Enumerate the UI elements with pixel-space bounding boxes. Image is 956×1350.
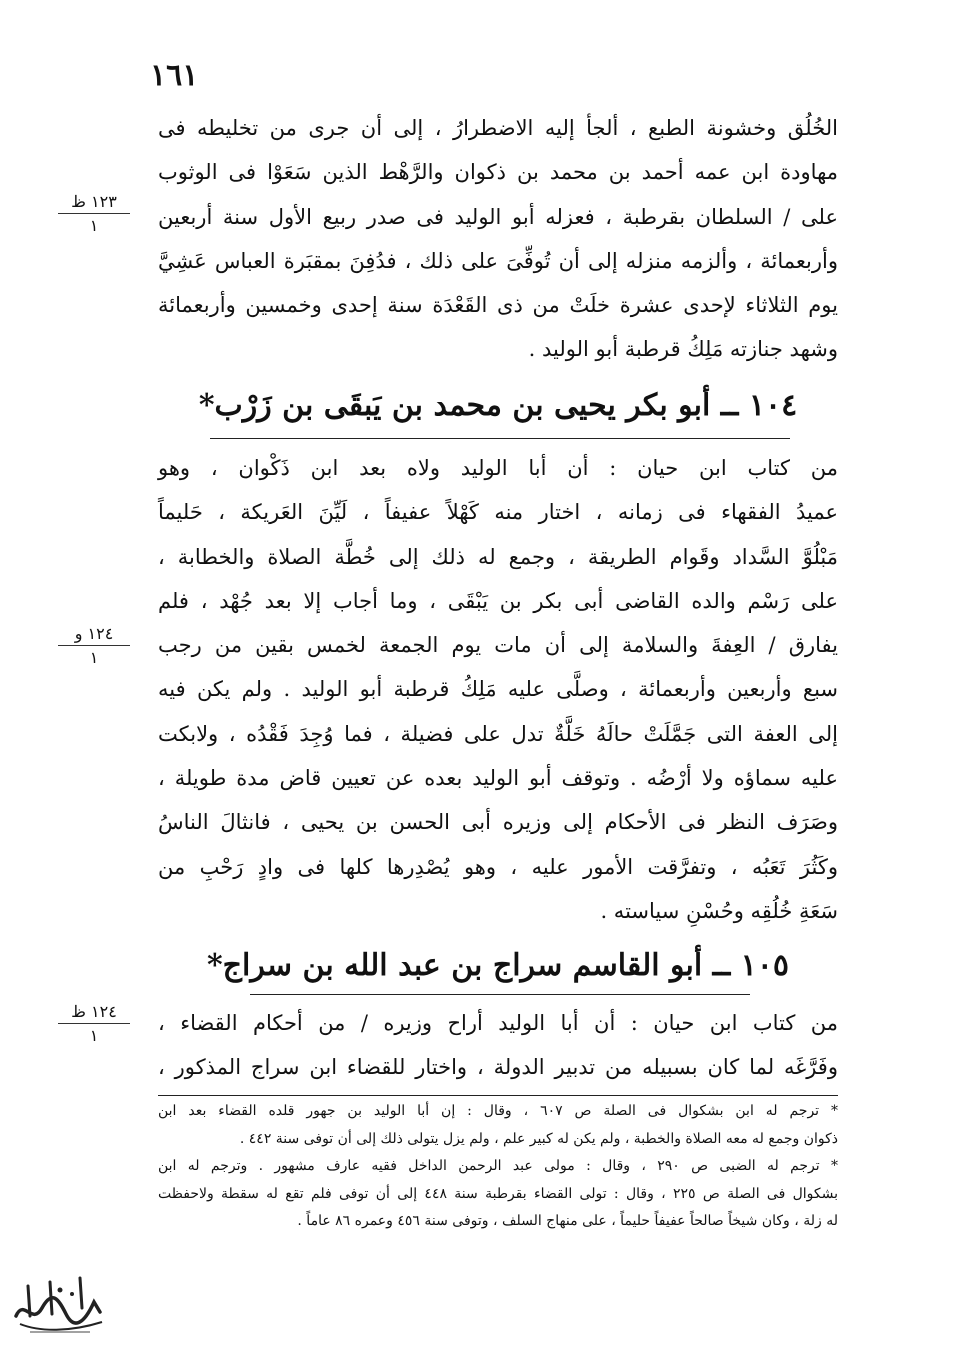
folio-column: ١ (89, 648, 99, 667)
folio-number: ١٢٣ ظ (58, 192, 130, 214)
footnote-line: ذكوان وجمع له معه الصلاة والخطبة ، ولم يكن له كبير علم ، ولم يزل يتولى ذلك إلى أن توفى سنة ٤٤٢ . (239, 1130, 838, 1147)
text-line: على / السلطان بقرطبة ، فعزله أبو الوليد فى صدر ربيع الأول سنة أربعين (158, 204, 838, 229)
footnotes (158, 1098, 838, 1236)
text-line: وشهد جنازته مَلِكُ قرطبة أبو الوليد . (528, 337, 838, 362)
footnote-line: له زلة ، وكان شيخاً صالحاً عفيفاً حليماً ، على منهاج السلف ، وتوفى سنة ٤٥٦ وعمره ٨٦ عاماً . (297, 1213, 838, 1229)
text-line: وصَرَف النظر فى الأحكام إلى وزيره أبى الحسن بن يحيى ، فانثالَ الناسُ (158, 810, 838, 835)
text-line: عميدُ الفقهاء فى زمانه ، اختار منه كَهْلاً عفيفاً ، لَيِّنَ العَريكة ، حَليماً (158, 500, 838, 525)
heading-underline (210, 438, 790, 439)
page-number: ١٦١ (150, 58, 199, 93)
text-line: سَعَةِ خُلُقِه وحُسْنِ سياسته . (600, 898, 838, 923)
library-logo (10, 1268, 110, 1338)
footnote-line: * ترجم له ابن بشكوال فى الصلة ص ٦٠٧ ، وقال : إن أبا الوليد بن جهور قلده القضاء بعد ابن (158, 1103, 839, 1119)
folio-column: ١ (89, 216, 99, 235)
text-line: إلى العفة التى جَمَّلَتْ حالَهُ خَلَّةٌ تدل على فضيلة ، فما وُجِدَ فَقْدُه ، ولابكت (158, 721, 838, 746)
section-105-paragraph (158, 1001, 838, 1090)
folio-number: ١٢٤ و (58, 624, 130, 646)
heading-underline (250, 994, 750, 995)
text-line: مَبْلُوَّ السَّداد وقَوام الطريقة ، وجمع له ذلك إلى خُطَّة الصلاة والخطابة ، (158, 544, 838, 569)
intro-paragraph (158, 106, 838, 372)
footnote-line: بشكوال فى الصلة ص ٢٢٥ ، وقال : تولى القضاء بقرطبة سنة ٤٤٨ إلى أن توفى فلم تقع له سقطة ولاحفظت (158, 1185, 838, 1202)
text-line: سبع وأربعين وأربعمائة ، وصلَّى عليه مَلِكُ قرطبة أبو الوليد . ولم يكن فيه (158, 677, 838, 702)
footnote-line: * ترجم له الضبى ص ٢٩٠ ، وقال : مولى عبد الرحمن الداخل فقيه عارف مشهور . وترجم له ابن (158, 1158, 839, 1174)
text-line: من كتاب ابن حيان : أن أبا الوليد أراح وزيره / من أحكام القضاء ، (158, 1011, 838, 1035)
text-line: وفَرَّغَه لما كان بسبيله من تدبير الدولة ، واختار للقضاء ابن سراج المذكور ، (158, 1055, 838, 1080)
folio-note-124v (58, 1002, 130, 1045)
footnote-divider (158, 1095, 838, 1096)
text-line: يفارق / العِفةَ والسلامة إلى أن مات يوم الجمعة لخمس بقين من رجب (158, 633, 838, 658)
folio-note-123v (58, 192, 130, 235)
folio-note-124r (58, 624, 130, 667)
text-line: وكَثُرَ تَعَبُه ، وتفرَّقت الأمور عليه ، وهو يُصْدِرها كلها فى وادٍ رَحْبِ من (158, 854, 838, 879)
calligraphy-logo-icon (10, 1268, 110, 1338)
text-line: عليه سماؤه ولا أرْضُه . وتوقف أبو الوليد بعده عن تعيين قاض مدة طويلة ، (158, 766, 838, 791)
text-line: على رَسْم والده القاضى أبى بكر بن يَبْقَى ، وما أجاب إلا بعد جُهْد ، فلم (158, 588, 838, 613)
section-104-paragraph (158, 446, 838, 933)
section-heading-105: ١٠٥ ــ أبو القاسم سراج بن عبد الله بن سراج* (206, 948, 790, 983)
text-line: الخُلُق وخشونة الطبع ، ألجأ إليه الاضطرارُ ، إلى أن جرى من تخليطه فى (158, 116, 838, 140)
section-heading-104: ١٠٤ ــ أبو بكر يحيى بن محمد بن يَبقَى بن زَرْب* (198, 388, 798, 423)
folio-column: ١ (89, 1026, 99, 1045)
text-line: مهاودة ابن عمه أحمد بن محمد بن ذكوان والرَّهْط الذين سَعَوْا فى الوثوب (158, 160, 838, 185)
text-line: من كتاب ابن حيان : أن أبا الوليد ولاه بعد ابن ذَكْوان ، وهو (158, 456, 838, 480)
folio-number: ١٢٤ ظ (58, 1002, 130, 1024)
text-line: وأربعمائة ، وألزمه منزله إلى أن تُوفِّىَ على ذلك ، فدُفِنَ بمقبَرة العباس عَشِيَّ (158, 248, 838, 273)
text-line: يوم الثلاثاء لإحدى عشرة خلَتْ من ذى القَعْدَة سنة إحدى وخمسين وأربعمائة (158, 293, 838, 318)
